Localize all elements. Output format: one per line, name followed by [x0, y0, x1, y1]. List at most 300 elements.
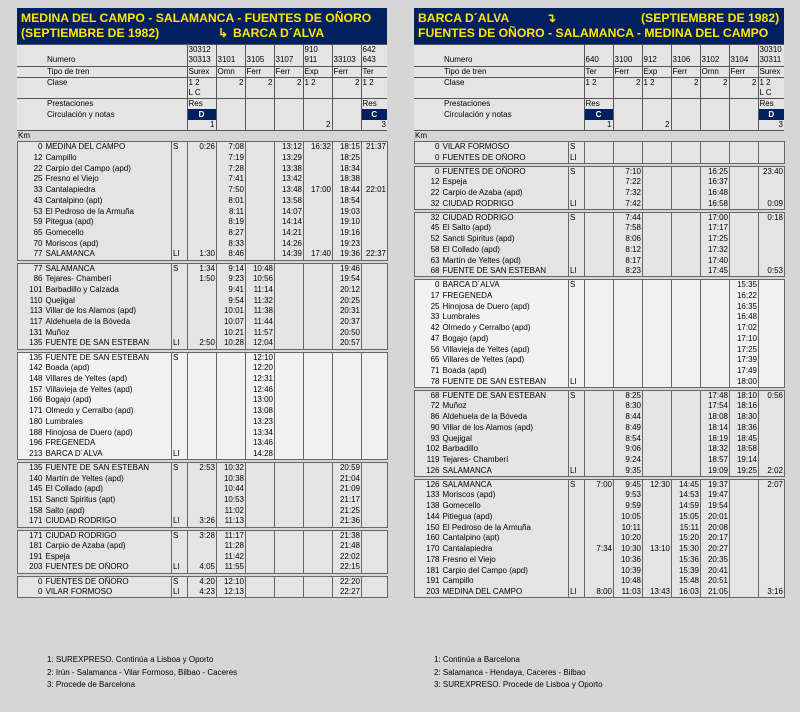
time-cell [759, 423, 785, 434]
station-name: VILAR FORMOSO [441, 142, 569, 153]
time-cell [643, 423, 672, 434]
time-cell [643, 501, 672, 512]
time-cell: 7:34 [585, 544, 614, 555]
time-cell: 7:41 [217, 174, 246, 185]
km-value: 180 [18, 417, 44, 428]
time-cell: 11:38 [246, 306, 275, 317]
time-cell [362, 196, 388, 207]
station-row [415, 280, 785, 291]
time-cell [759, 188, 785, 199]
arrival-departure-flag [569, 366, 585, 377]
header-cell: 3100 [613, 55, 642, 66]
time-cell [333, 406, 362, 417]
arrival-departure-flag: Ll [172, 587, 188, 598]
station-name: Hinojosa de Duero (apd) [44, 427, 172, 438]
time-cell: 12:04 [246, 338, 275, 349]
time-cell [362, 206, 388, 217]
time-cell [585, 266, 614, 277]
km-value: 78 [415, 377, 441, 388]
header-cell: 1 [584, 120, 613, 131]
time-cell [188, 285, 217, 296]
time-cell [304, 363, 333, 374]
time-cell [246, 153, 275, 164]
station-row [18, 174, 388, 185]
time-cell: 11:32 [246, 295, 275, 306]
time-cell: 16:58 [701, 199, 730, 210]
time-cell [275, 384, 304, 395]
time-cell [304, 174, 333, 185]
arrival-departure-flag [172, 206, 188, 217]
time-cell: 10:20 [614, 533, 643, 544]
station-row [415, 266, 785, 277]
time-cell [643, 344, 672, 355]
header-label: Circulación y notas [414, 109, 584, 120]
header-cell [303, 99, 332, 110]
time-cell: 7:00 [585, 479, 614, 490]
time-cell [188, 206, 217, 217]
header-cell: Omn [700, 66, 729, 77]
arrival-departure-flag [172, 185, 188, 196]
km-value: 17 [415, 291, 441, 302]
header-cell: D [187, 109, 216, 120]
route-section [414, 479, 785, 598]
time-cell: 10:01 [217, 306, 246, 317]
time-cell [585, 212, 614, 223]
time-cell: 8:11 [217, 206, 246, 217]
time-cell: 18:38 [333, 174, 362, 185]
header-cell [303, 88, 332, 99]
time-cell [275, 463, 304, 474]
time-cell [275, 530, 304, 541]
time-cell: 22:01 [362, 185, 388, 196]
station-name: BARCA D´ALVA [441, 280, 569, 291]
km-value: 43 [18, 196, 44, 207]
station-row [18, 576, 388, 587]
time-cell [275, 274, 304, 285]
title-banner [17, 8, 387, 44]
time-cell: 9:54 [217, 295, 246, 306]
time-cell [585, 323, 614, 334]
time-cell [643, 301, 672, 312]
arrival-departure-flag [172, 306, 188, 317]
time-cell [188, 395, 217, 406]
time-cell [275, 506, 304, 517]
time-cell [759, 555, 785, 566]
station-name: FUENTE DE SAN ESTEBAN [44, 338, 172, 349]
route-section [414, 279, 785, 388]
station-name: Muñoz [44, 328, 172, 339]
arrival-departure-flag [172, 541, 188, 552]
time-cell [275, 352, 304, 363]
km-value: 22 [415, 188, 441, 199]
header-cell [700, 88, 729, 99]
station-row [18, 363, 388, 374]
km-value: 56 [415, 344, 441, 355]
station-name: FREGENEDA [441, 291, 569, 302]
station-name: FUENTE DE SAN ESTEBAN [441, 390, 569, 401]
time-cell: 20:57 [333, 338, 362, 349]
time-cell [672, 153, 701, 164]
footnotes-left [47, 654, 237, 692]
time-cell: 10:28 [217, 338, 246, 349]
time-cell: 11:03 [614, 587, 643, 598]
time-cell: 19:36 [333, 249, 362, 260]
km-value: 52 [415, 234, 441, 245]
time-cell [759, 280, 785, 291]
time-cell: 18:14 [701, 423, 730, 434]
header-cell: D [758, 109, 784, 120]
header-cell: 643 [361, 55, 387, 66]
time-cell: 11:14 [246, 285, 275, 296]
time-cell: 10:05 [614, 512, 643, 523]
time-cell: 20:41 [701, 565, 730, 576]
time-cell [759, 533, 785, 544]
time-cell [585, 444, 614, 455]
header-cell: 2 [613, 77, 642, 88]
km-value: 32 [415, 212, 441, 223]
header-cell [216, 99, 245, 110]
time-cell: 16:22 [730, 291, 759, 302]
time-cell [643, 512, 672, 523]
arrival-departure-flag [569, 512, 585, 523]
time-cell [304, 516, 333, 527]
station-name: Olmedo y Cerralbo (apd) [44, 406, 172, 417]
time-cell [275, 473, 304, 484]
footnote: 2: Salamanca - Hendaya, Caceres - Bilbao [434, 667, 586, 677]
time-cell [730, 587, 759, 598]
time-cell: 13:23 [246, 417, 275, 428]
header-cell: 30311 [758, 55, 784, 66]
station-row [415, 199, 785, 210]
time-cell [585, 377, 614, 388]
header-label: Tipo de tren [414, 66, 584, 77]
time-cell [188, 239, 217, 250]
time-cell [217, 384, 246, 395]
km-value: 144 [415, 512, 441, 523]
time-cell [585, 344, 614, 355]
station-row [415, 587, 785, 598]
station-row [415, 565, 785, 576]
time-cell [672, 423, 701, 434]
station-row [415, 433, 785, 444]
station-row [415, 401, 785, 412]
time-cell: 7:32 [614, 188, 643, 199]
time-cell [304, 228, 333, 239]
station-row [415, 366, 785, 377]
time-cell: 1:50 [188, 274, 217, 285]
time-cell [759, 323, 785, 334]
time-cell: 14:39 [275, 249, 304, 260]
time-cell [188, 473, 217, 484]
time-cell [304, 328, 333, 339]
km-value: 126 [415, 466, 441, 477]
header-cell: 2 [274, 77, 303, 88]
time-cell: 9:14 [217, 263, 246, 274]
arrival-departure-flag [172, 427, 188, 438]
station-row [415, 576, 785, 587]
time-cell: 7:22 [614, 177, 643, 188]
station-name: Pitiegua (apd) [441, 512, 569, 523]
time-cell: 21:37 [362, 142, 388, 153]
station-name: SALAMANCA [441, 466, 569, 477]
header-cell: Ter [361, 66, 387, 77]
arrival-departure-flag [569, 565, 585, 576]
station-row [415, 544, 785, 555]
time-cell: 15:48 [672, 576, 701, 587]
time-cell [246, 552, 275, 563]
station-row [18, 153, 388, 164]
header-cell: 2 [700, 77, 729, 88]
time-cell: 14:21 [275, 228, 304, 239]
station-name: FUENTE DE SAN ESTEBAN [44, 352, 172, 363]
time-cell: 8:12 [614, 245, 643, 256]
km-value: 157 [18, 384, 44, 395]
time-cell [759, 455, 785, 466]
time-cell [304, 473, 333, 484]
station-row [415, 344, 785, 355]
time-cell: 18:19 [701, 433, 730, 444]
time-cell [275, 576, 304, 587]
time-cell [362, 317, 388, 328]
station-row [18, 285, 388, 296]
time-cell: 9:24 [614, 455, 643, 466]
time-cell [672, 312, 701, 323]
time-cell: 13:43 [643, 587, 672, 598]
time-cell: 7:08 [217, 142, 246, 153]
time-cell: 19:23 [333, 239, 362, 250]
time-cell: 7:42 [614, 199, 643, 210]
time-cell [275, 562, 304, 573]
km-value: 203 [415, 587, 441, 598]
arrival-departure-flag: Ll [569, 153, 585, 164]
header-cell [613, 88, 642, 99]
time-cell: 11:55 [217, 562, 246, 573]
station-row [18, 217, 388, 228]
time-cell: 18:30 [730, 412, 759, 423]
station-row [18, 228, 388, 239]
time-cell [188, 185, 217, 196]
arrival-departure-flag [569, 455, 585, 466]
time-cell [246, 495, 275, 506]
time-cell [585, 199, 614, 210]
time-cell: 8:19 [217, 217, 246, 228]
time-cell [304, 384, 333, 395]
station-row [18, 263, 388, 274]
station-row [18, 274, 388, 285]
header-row [17, 88, 387, 99]
time-cell [217, 352, 246, 363]
time-cell [188, 174, 217, 185]
time-cell [246, 516, 275, 527]
time-cell [275, 374, 304, 385]
time-cell [643, 355, 672, 366]
station-row [18, 239, 388, 250]
time-cell [304, 206, 333, 217]
time-cell: 8:27 [217, 228, 246, 239]
km-value: 117 [18, 317, 44, 328]
time-cell [643, 245, 672, 256]
time-cell: 14:45 [672, 479, 701, 490]
arrival-departure-flag [172, 406, 188, 417]
time-cell: 21:09 [333, 484, 362, 495]
header-row [17, 77, 387, 88]
header-cell: Ferr [245, 66, 274, 77]
header-row [17, 45, 387, 56]
time-cell: 17:25 [701, 234, 730, 245]
time-cell [585, 576, 614, 587]
time-cell [362, 495, 388, 506]
arrival-departure-flag: Ll [172, 516, 188, 527]
header-cell [729, 45, 758, 56]
station-row [18, 530, 388, 541]
header-cell: 2 [729, 77, 758, 88]
time-cell [188, 406, 217, 417]
time-cell [730, 234, 759, 245]
km-value: 86 [18, 274, 44, 285]
time-cell [275, 495, 304, 506]
time-cell [614, 334, 643, 345]
time-cell [585, 366, 614, 377]
header-row [414, 77, 784, 88]
km-value: 90 [415, 423, 441, 434]
station-name: El Pedroso de la Armuña [44, 206, 172, 217]
header-cell: Exp [303, 66, 332, 77]
header-cell [729, 109, 758, 120]
arrival-departure-flag: S [172, 463, 188, 474]
header-cell [584, 45, 613, 56]
time-cell: 11:44 [246, 317, 275, 328]
km-label: Km [415, 131, 427, 141]
time-cell [246, 217, 275, 228]
header-cell: 910 [303, 45, 332, 56]
time-cell [701, 142, 730, 153]
header-row [414, 99, 784, 110]
header-cell: 1 2 [642, 77, 671, 88]
time-cell [672, 334, 701, 345]
time-cell [643, 390, 672, 401]
header-label [17, 45, 187, 56]
station-row [415, 355, 785, 366]
header-cell: 1 2 [758, 77, 784, 88]
arrival-departure-flag: Ll [569, 266, 585, 277]
station-name: Fresno el Viejo [441, 555, 569, 566]
header-cell [613, 120, 642, 131]
time-cell: 17:45 [701, 266, 730, 277]
time-cell: 18:36 [730, 423, 759, 434]
time-cell [643, 412, 672, 423]
time-cell: 21:36 [333, 516, 362, 527]
time-cell: 20:50 [333, 328, 362, 339]
branch-arrow-icon: ↳ [218, 26, 229, 40]
time-cell: 17:02 [730, 323, 759, 334]
time-cell: 17:39 [730, 355, 759, 366]
time-cell: 11:02 [217, 506, 246, 517]
header-cell [274, 88, 303, 99]
time-cell [362, 576, 388, 587]
km-value: 101 [18, 285, 44, 296]
station-row [415, 177, 785, 188]
station-name: Espeja [44, 552, 172, 563]
km-value: 0 [18, 142, 44, 153]
arrival-departure-flag [172, 506, 188, 517]
time-cell [585, 291, 614, 302]
station-name: Aldehuela de la Bóveda [44, 317, 172, 328]
time-cell: 21:48 [333, 541, 362, 552]
station-row [18, 317, 388, 328]
time-cell [246, 163, 275, 174]
arrival-departure-flag [569, 255, 585, 266]
route-section [17, 462, 388, 528]
time-cell [217, 427, 246, 438]
time-cell [585, 255, 614, 266]
time-cell [333, 352, 362, 363]
time-cell [643, 555, 672, 566]
time-cell [730, 479, 759, 490]
time-cell [701, 153, 730, 164]
time-cell [585, 188, 614, 199]
time-cell [759, 544, 785, 555]
time-cell: 16:03 [672, 587, 701, 598]
time-cell [672, 142, 701, 153]
time-cell [188, 317, 217, 328]
station-name: Carpio del Campo (apd) [44, 163, 172, 174]
time-cell [759, 565, 785, 576]
time-cell [246, 228, 275, 239]
arrival-departure-flag [172, 417, 188, 428]
time-cell [672, 344, 701, 355]
station-name: FUENTE DE SAN ESTEBAN [44, 463, 172, 474]
time-cell: 19:37 [701, 479, 730, 490]
time-cell: 13:42 [275, 174, 304, 185]
header-cell [642, 45, 671, 56]
time-cell [759, 301, 785, 312]
station-row [18, 541, 388, 552]
time-cell [585, 280, 614, 291]
header-cell: 33103 [332, 55, 361, 66]
arrival-departure-flag: S [569, 479, 585, 490]
time-cell [333, 438, 362, 449]
time-cell: 20:17 [701, 533, 730, 544]
time-cell [333, 427, 362, 438]
time-cell: 14:59 [672, 501, 701, 512]
time-cell [362, 587, 388, 598]
time-cell [585, 501, 614, 512]
arrival-departure-flag [172, 153, 188, 164]
header-cell: 2 [216, 77, 245, 88]
time-cell: 13:34 [246, 427, 275, 438]
arrival-departure-flag: Ll [569, 466, 585, 477]
station-row [18, 417, 388, 428]
time-cell [304, 217, 333, 228]
arrival-departure-flag [172, 328, 188, 339]
arrival-departure-flag [172, 363, 188, 374]
header-cell: L C [187, 88, 216, 99]
header-row [414, 66, 784, 77]
time-cell [362, 562, 388, 573]
station-name: Cantalapiedra [44, 185, 172, 196]
station-row [415, 466, 785, 477]
time-cell: 4:05 [188, 562, 217, 573]
header-cell: Ferr [613, 66, 642, 77]
header-cell [642, 109, 671, 120]
header-cell [700, 45, 729, 56]
arrival-departure-flag [569, 234, 585, 245]
station-row [18, 449, 388, 460]
time-cell: 10:11 [614, 522, 643, 533]
arrival-departure-flag [569, 323, 585, 334]
arrival-departure-flag [569, 533, 585, 544]
arrival-departure-flag [172, 196, 188, 207]
